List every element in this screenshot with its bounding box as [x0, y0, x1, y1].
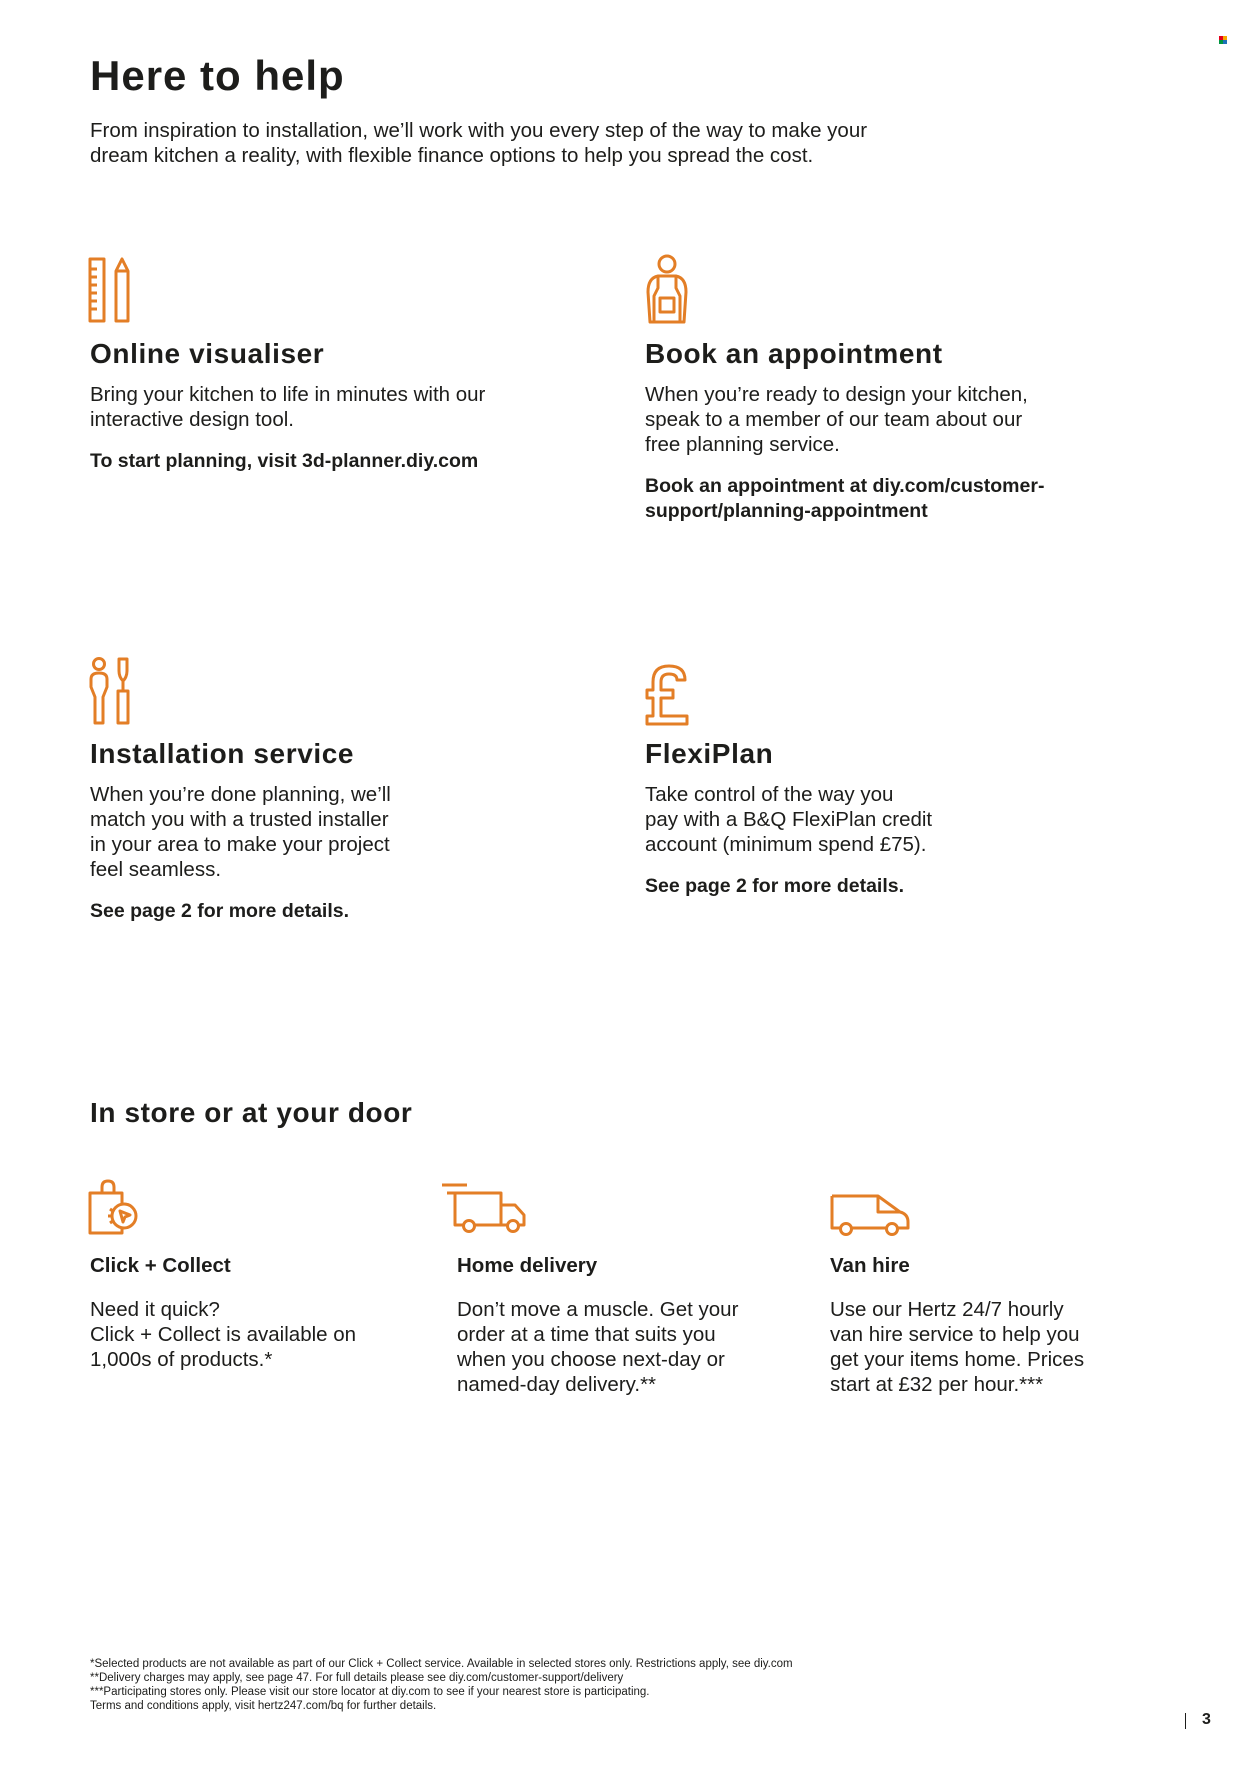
installer-screwdriver-icon [88, 657, 134, 725]
service-body-line: Don’t move a muscle. Get your [457, 1298, 739, 1321]
service-home-delivery [457, 1254, 787, 1397]
delivery-truck-icon [441, 1183, 533, 1235]
service-click-collect [90, 1254, 430, 1372]
card-body-line: When you’re ready to design your kitchen, [645, 383, 1028, 406]
card-title: Online visualiser [90, 338, 325, 369]
service-title: Click + Collect [90, 1254, 231, 1277]
service-body-line: order at a time that suits you [457, 1323, 716, 1346]
footnote: *Selected products are not available as part of our Click + Collect service. Available in selected stores only. Restrictions apply, see diy.com [90, 1658, 793, 1670]
shopping-bag-cursor-icon [88, 1179, 140, 1235]
card-title: Installation service [90, 738, 355, 769]
service-body [90, 1297, 430, 1372]
pound-sign-icon [643, 664, 689, 726]
card-link-line[interactable]: See page 2 for more details. [90, 900, 350, 922]
page-number-divider [1185, 1713, 1186, 1729]
card-body-line: pay with a B&Q FlexiPlan credit [645, 808, 933, 831]
footnotes [90, 1657, 990, 1713]
card-link-line[interactable]: Book an appointment at diy.com/customer- [645, 475, 1045, 497]
service-title: Home delivery [457, 1254, 598, 1277]
flexiplan-details-link[interactable] [645, 874, 1125, 899]
card-book-appointment [645, 338, 1125, 524]
installation-details-link[interactable] [90, 899, 560, 924]
card-body-line: match you with a trusted installer [90, 808, 389, 831]
service-body-line: van hire service to help you [830, 1323, 1080, 1346]
footnote: **Delivery charges may apply, see page 47. For full details please see diy.com/customer-support/delivery [90, 1672, 624, 1684]
intro-line: From inspiration to installation, we’ll work with you every step of the way to make your [90, 119, 868, 142]
card-body-line: in your area to make your project [90, 833, 390, 856]
corner-logo-mark [1219, 36, 1227, 44]
service-body-line: get your items home. Prices [830, 1348, 1085, 1371]
intro-text [90, 118, 950, 168]
service-van-hire [830, 1254, 1190, 1397]
footnote: Terms and conditions apply, visit hertz247.com/bq for further details. [90, 1700, 437, 1712]
card-body [90, 382, 560, 432]
service-title: Van hire [830, 1254, 910, 1277]
ruler-pencil-icon [88, 257, 132, 323]
card-body-line: feel seamless. [90, 858, 222, 881]
card-body-line: Bring your kitchen to life in minutes with our [90, 383, 486, 406]
card-body-line: interactive design tool. [90, 408, 294, 431]
planner-link[interactable] [90, 449, 560, 474]
service-body [830, 1297, 1190, 1397]
card-body-line: free planning service. [645, 433, 840, 456]
service-body-line: Use our Hertz 24/7 hourly [830, 1298, 1064, 1321]
card-body [645, 782, 1125, 857]
card-online-visualiser [90, 338, 560, 474]
card-body [645, 382, 1125, 457]
page-number: 3 [1202, 1711, 1211, 1728]
staff-apron-icon [644, 254, 690, 324]
card-installation-service [90, 738, 560, 924]
service-body-line: start at £32 per hour.*** [830, 1373, 1044, 1396]
card-body-line: speak to a member of our team about our [645, 408, 1023, 431]
service-body-line: 1,000s of products.* [90, 1348, 273, 1371]
card-link-line[interactable]: To start planning, visit 3d-planner.diy.com [90, 450, 479, 472]
card-body [90, 782, 560, 882]
section-title: In store or at your door [90, 1097, 413, 1128]
card-body-line: Take control of the way you [645, 783, 894, 806]
card-flexiplan [645, 738, 1125, 899]
intro-line: dream kitchen a reality, with flexible finance options to help you spread the cost. [90, 144, 814, 167]
card-title: Book an appointment [645, 338, 943, 369]
service-body-line: when you choose next-day or [457, 1348, 725, 1371]
service-body-line: named-day delivery.** [457, 1373, 657, 1396]
van-icon [830, 1194, 910, 1236]
card-body-line: When you’re done planning, we’ll [90, 783, 391, 806]
card-body-line: account (minimum spend £75). [645, 833, 927, 856]
card-title: FlexiPlan [645, 738, 774, 769]
card-link-line[interactable]: support/planning-appointment [645, 500, 928, 522]
card-link-line[interactable]: See page 2 for more details. [645, 875, 905, 897]
service-body-line: Need it quick? [90, 1298, 220, 1321]
footnote: ***Participating stores only. Please visit our store locator at diy.com to see if your nearest store is participating. [90, 1686, 650, 1698]
service-body [457, 1297, 787, 1397]
service-body-line: Click + Collect is available on [90, 1323, 357, 1346]
appointment-link[interactable] [645, 474, 1125, 524]
page-title: Here to help [90, 52, 345, 99]
